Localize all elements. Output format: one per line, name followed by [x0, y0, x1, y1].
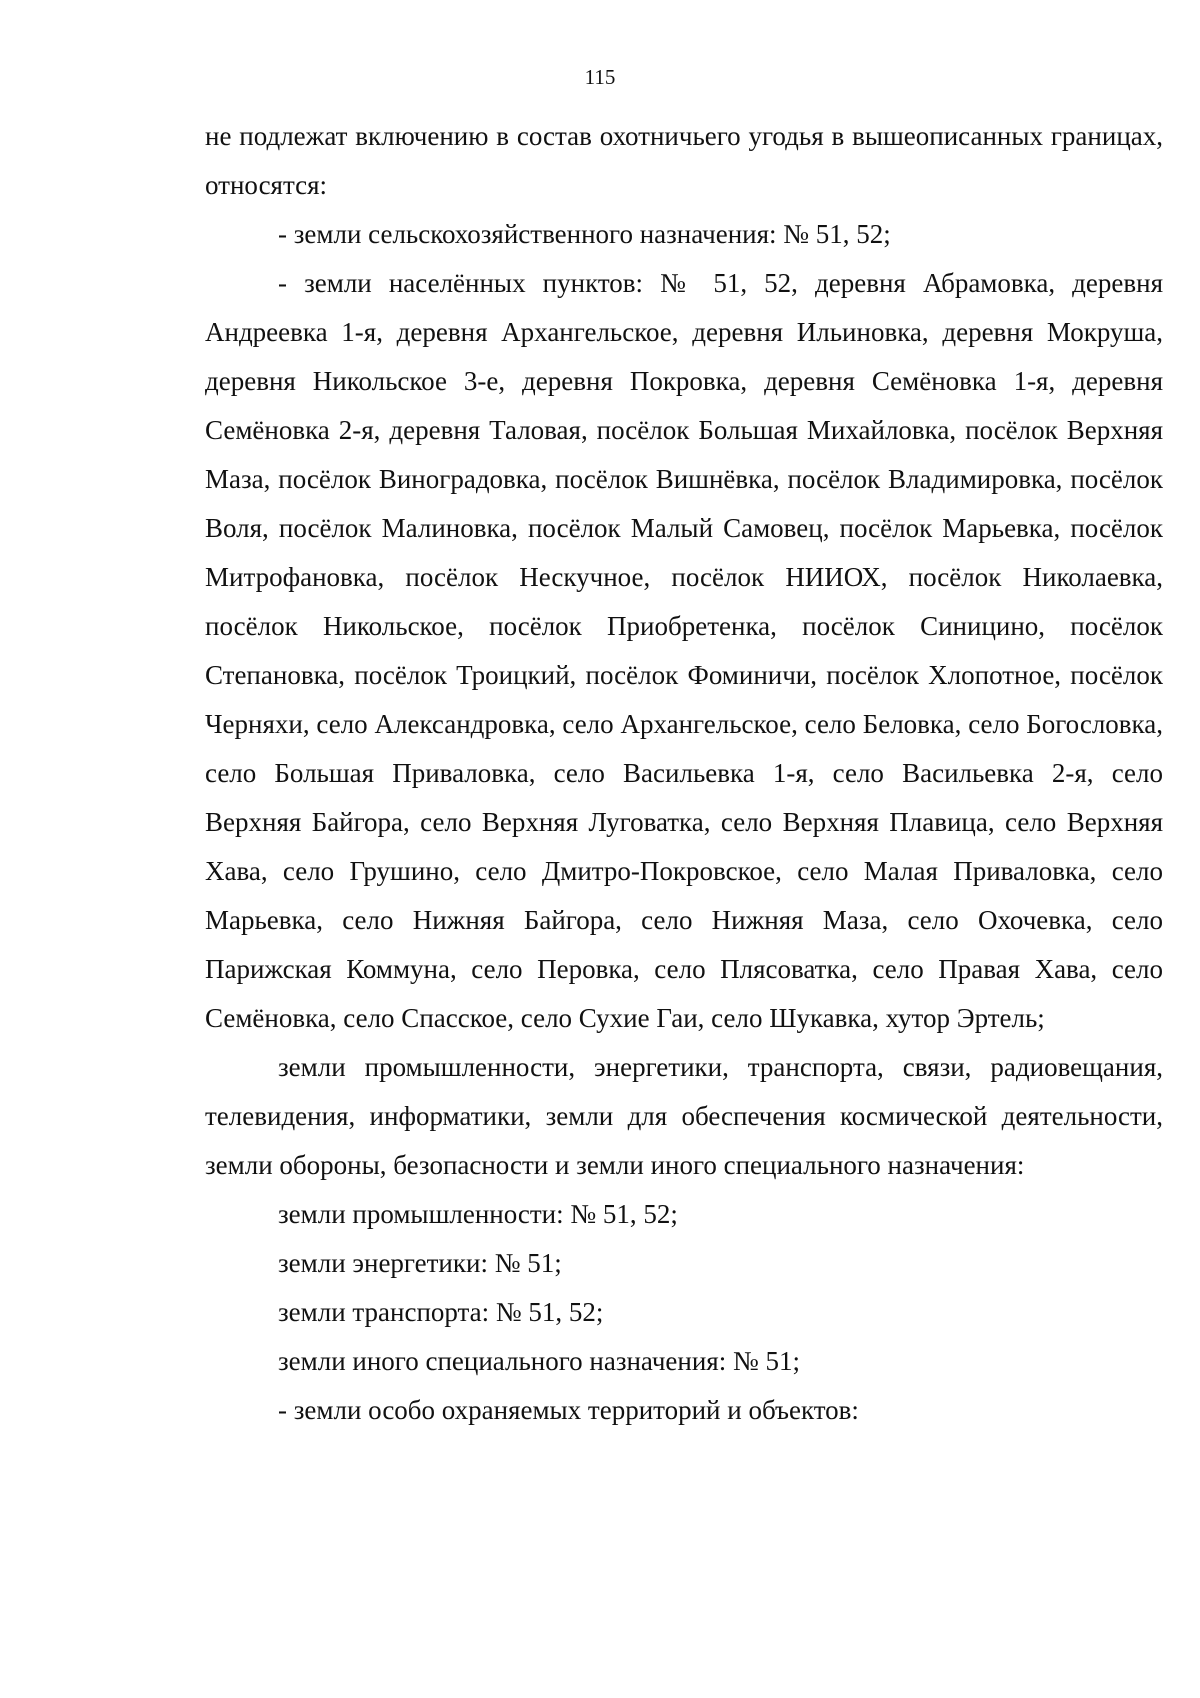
list-item-special-purpose: земли иного специального назначения: № 51;: [278, 1346, 800, 1376]
page-number: 115: [584, 65, 616, 89]
list-item-transport: земли транспорта: № 51, 52;: [278, 1297, 604, 1327]
list-item-industry: земли промышленности: № 51, 52;: [278, 1199, 678, 1229]
list-item-energy: земли энергетики: № 51;: [278, 1248, 562, 1278]
paragraph-protected-territories: - земли особо охраняемых территорий и объектов:: [278, 1395, 859, 1425]
paragraph-agricultural-lands: - земли сельскохозяйственного назначения: № 51, 52;: [278, 219, 891, 249]
paragraph-intro: не подлежат включению в состав охотничьего угодья в вышеописанных границах, относятся:: [205, 121, 1163, 200]
paragraph-industry-lands: земли промышленности, энергетики, транспорта, связи, радиовещания, телевидения, информатики, земли для обеспечения космической деятельности, земли обороны, безопасности и земли иного специального назначения:: [205, 1052, 1163, 1180]
paragraph-settlement-lands: - земли населённых пунктов: № 51, 52, деревня Абрамовка, деревня Андреевка 1-я, деревня Архангельское, деревня Ильиновка, деревня Мокруша, деревня Никольское 3-е, деревня Покровка, деревня Семёновка 1-я, деревня Семёновка 2-я, деревня Таловая, посёлок Большая Михайловка, посёлок Верхняя Маза, посёлок Виноградовка, посёлок Вишнёвка, посёлок Владимировка, посёлок Воля, посёлок Малиновка, посёлок Малый Самовец, посёлок Марьевка, посёлок Митрофановка, посёлок Нескучное, посёлок НИИОХ, посёлок Николаевка, посёлок Никольское, посёлок Приобретенка, посёлок Синицино, посёлок Степановка, посёлок Троицкий, посёлок Фоминичи, посёлок Хлопотное, посёлок Черняхи, село Александровка, село Архангельское, село Беловка, село Богословка, село Большая Приваловка, село Васильевка 1-я, село Васильевка 2-я, село Верхняя Байгора, село Верхняя Луговатка, село Верхняя Плавица, село Верхняя Хава, село Грушино, село Дмитро-Покровское, село Малая Приваловка, село Марьевка, село Нижняя Байгора, село Нижняя Маза, село Охочевка, село Парижская Коммуна, село Перовка, село Плясоватка, село Правая Хава, село Семёновка, село Спасское, село Сухие Гаи, село Шукавка, хутор Эртель;: [205, 268, 1163, 1033]
document-body: [205, 112, 1163, 1435]
